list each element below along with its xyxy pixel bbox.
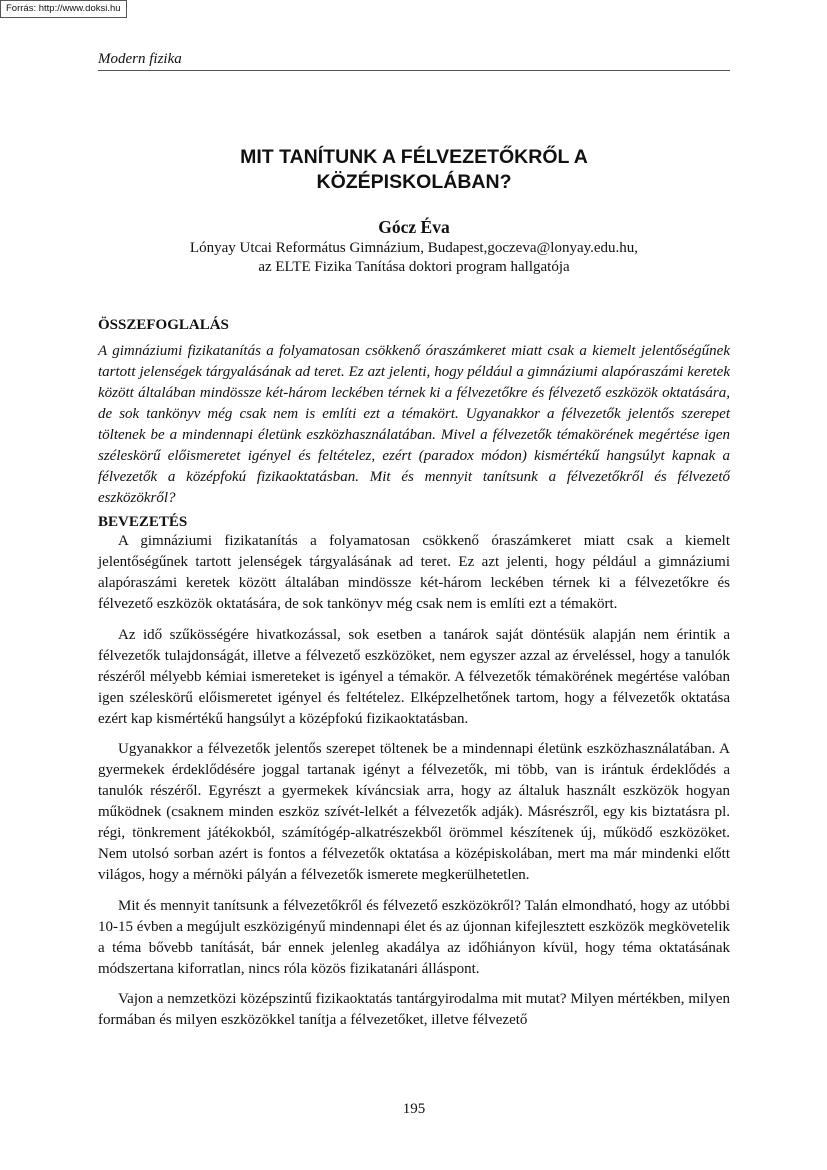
intro-heading: BEVEZETÉS: [98, 514, 188, 530]
abstract-heading: ÖSSZEFOGLALÁS: [98, 317, 229, 333]
intro-body: [98, 531, 730, 1041]
author-name: Gócz Éva: [378, 217, 450, 237]
abstract-text: A gimnáziumi fizikatanítás a folyamatosan csökkenő óraszámkeret miatt csak a kiemelt jelentőségűnek tartott jelenségek tárgyalásának ad teret. Ez azt jelenti, hogy például a gimnáziumi alapóraszámi keretek között általában mindössze két-három leckében térnek ki a félvezetőkre és félvezető eszközök oktatására, de sok tankönyv még csak nem is említi ezt a témakört. Ugyanakkor a félvezetők jelentős szerepet töltenek be a mindennapi életünk eszközhasználatában. Mivel a félvezetők témakörének megértése igen széleskörű előismeretet igényel és feltételez, ezért (paradox módon) kismértékű hangsúlyt kapnak a félvezetők a középfokú fizikaoktatásban. Mit és mennyit tanítsunk a félvezetőkről és félvezető eszközökről?: [98, 343, 730, 506]
article-title: [98, 145, 730, 195]
affiliation-line-1: Lónyay Utcai Református Gimnázium, Budapest,goczeva@lonyay.edu.hu,: [189, 240, 639, 256]
author-affiliation: [98, 239, 730, 277]
paragraph: Mit és mennyit tanítsunk a félvezetőkről és félvezető eszközökről? Talán elmondható, hogy az utóbbi 10-15 évben a megújult eszközigényű mindennapi élet és az újonnan kifejlesztett eszközök megkövetelik a téma bővebb tanítását, bár ennek jelenleg akadálya az időhiányon kívül, hogy téma oktatásának módszertana kiforratlan, nincs róla közös fizikatanári álláspont.: [98, 897, 730, 977]
page-number: 195: [402, 1101, 426, 1117]
title-line-1: MIT TANÍTUNK A FÉLVEZETŐKRŐL A: [240, 146, 588, 168]
paragraph: Vajon a nemzetközi középszintű fizikaoktatás tantárgyirodalma mit mutat? Milyen mértékben, milyen formában és milyen eszközökkel tanítja a félvezetőket, illetve félvezető: [98, 991, 730, 1028]
paragraph: Az idő szűkösségére hivatkozással, sok esetben a tanárok saját döntésük alapján nem érintik a félvezetők tulajdonságát, illetve a félvezető eszközöket, nem egyszer azzal az érveléssel, hogy a tanulók részéről mélyebb kémiai ismereteket is igényel a témakör. A félvezetők témakörének megértése valóban igen széleskörű előismeretet igényel és feltételez. Elképzelhetőnek tartom, hogy a félvezetők oktatása ezért kap kismértékű hangsúlyt a középfokú fizikaoktatásban.: [98, 626, 730, 727]
source-tag: Forrás: http://www.doksi.hu: [0, 0, 127, 18]
affiliation-line-2: az ELTE Fizika Tanítása doktori program hallgatója: [258, 259, 570, 275]
paragraph: A gimnáziumi fizikatanítás a folyamatosan csökkenő óraszámkeret miatt csak a kiemelt jelentőségűnek tartott jelenségek tárgyalásának ad teret. Ez azt jelenti, hogy például a gimnáziumi alapóraszámi keretek között általában mindössze két-három leckében térnek ki a félvezetőkre és félvezető eszközök oktatására, de sok tankönyv még csak nem is említi ezt a témakört.: [98, 533, 730, 612]
title-line-2: KÖZÉPISKOLÁBAN?: [316, 171, 512, 193]
running-head: Modern fizika: [98, 50, 730, 71]
paragraph: Ugyanakkor a félvezetők jelentős szerepet töltenek be a mindennapi életünk eszközhasználatában. A gyermekek érdeklődésére joggal tartanak igényt a félvezetők, mi több, van is irántuk érdeklődés a tanulók részéről. Egyrészt a gyermekek kíváncsiak arra, hogy az általuk használt eszközök hogyan működnek (csaknem minden eszköz szívét-lelkét a félvezetők adják). Másrészről, egy kis biztatásra pl. régi, tönkrement játékokból, számítógép-alkatrészekből örömmel készítenek új, működő eszközöket. Nem utolsó sorban azért is fontos a félvezetők oktatása a középiskolában, mert ma már mindenki előtt világos, hogy a mérnöki pályán a félvezetők ismerete megkerülhetetlen.: [98, 741, 730, 883]
